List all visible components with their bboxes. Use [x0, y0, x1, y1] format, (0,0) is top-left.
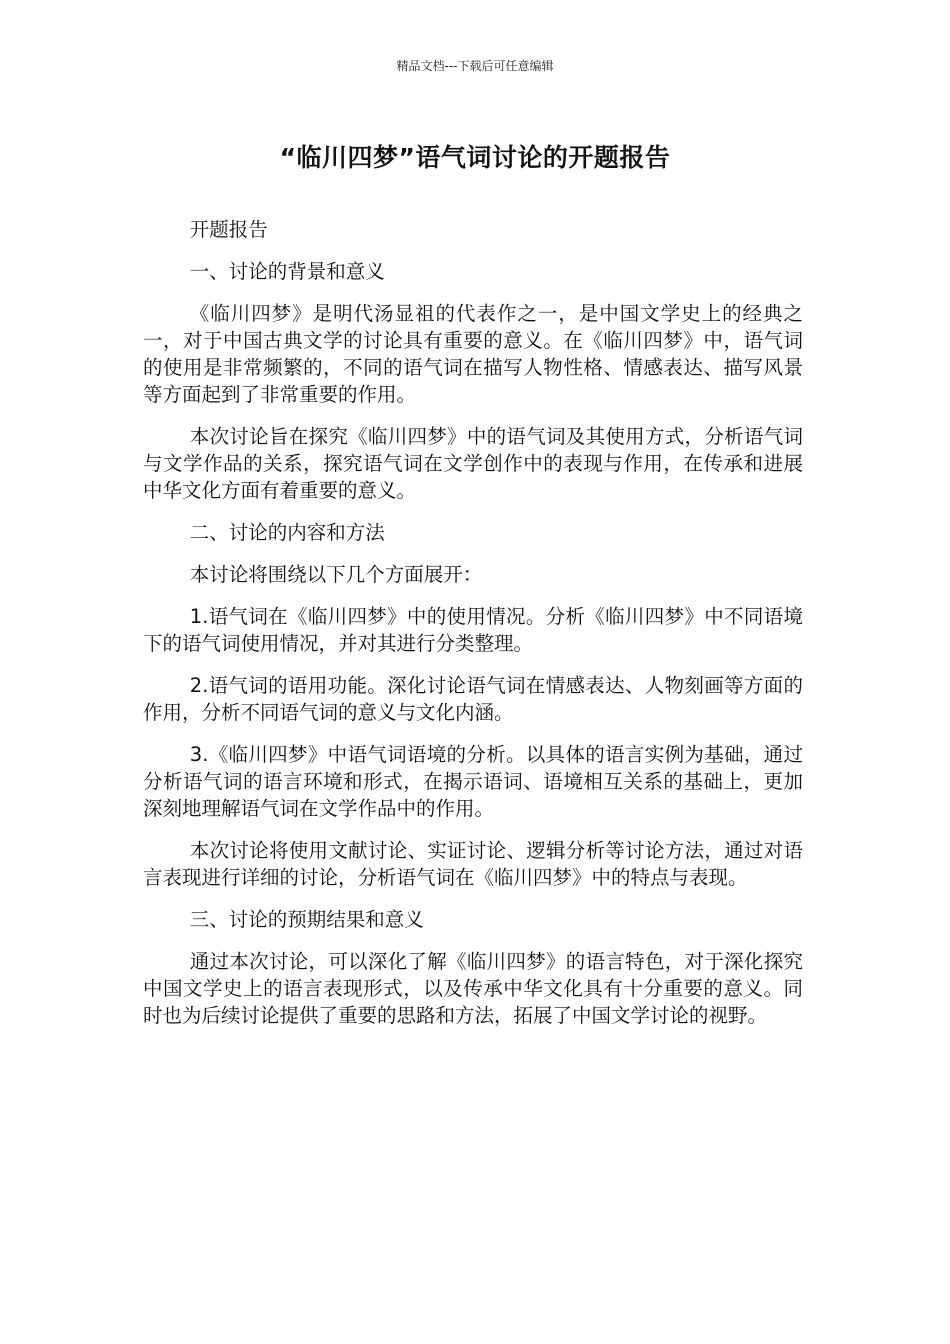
document-title: “临川四梦”语气词讨论的开题报告: [279, 143, 671, 172]
list-item: 1.语气词在《临川四梦》中的使用情况。分析《临川四梦》中不同语境下的语气词使用情况，并对其进行分类整理。: [143, 605, 803, 655]
list-item: 3.《临川四梦》中语气词语境的分析。以具体的语言实例为基础，通过分析语气词的语言环境和形式，在揭示语词、语境相互关系的基础上，更加深刻地理解语气词在文学作品中的作用。: [143, 743, 803, 820]
section-heading-content-method: 二、讨论的内容和方法: [189, 521, 385, 544]
section-heading-background: 一、讨论的背景和意义: [189, 260, 385, 283]
body-paragraph: 通过本次讨论，可以深化了解《临川四梦》的语言特色，对于深化探究中国文学史上的语言表现形式，以及传承中华文化具有十分重要的意义。同时也为后续讨论提供了重要的思路和方法，拓展了中国文学讨论的视野。: [143, 950, 803, 1027]
body-paragraph: 本讨论将围绕以下几个方面展开：: [189, 563, 483, 586]
section-heading-expected-results: 三、讨论的预期结果和意义: [189, 908, 424, 931]
section-label-report: 开题报告: [189, 218, 268, 241]
body-paragraph: 本次讨论将使用文献讨论、实证讨论、逻辑分析等讨论方法，通过对语言表现进行详细的讨论，分析语气词在《临川四梦》中的特点与表现。: [143, 839, 803, 889]
page-header-note: 精品文档---下载后可任意编辑: [396, 59, 554, 73]
list-item: 2.语气词的语用功能。深化讨论语气词在情感表达、人物刻画等方面的作用，分析不同语气词的意义与文化内涵。: [143, 674, 803, 724]
document-body: [143, 216, 803, 1029]
body-paragraph: 《临川四梦》是明代汤显祖的代表作之一，是中国文学史上的经典之一，对于中国古典文学的讨论具有重要的意义。在《临川四梦》中，语气词的使用是非常频繁的，不同的语气词在描写人物性格、情感表达、描写风景等方面起到了非常重要的作用。: [143, 302, 803, 406]
body-paragraph: 本次讨论旨在探究《临川四梦》中的语气词及其使用方式，分析语气词与文学作品的关系，探究语气词在文学创作中的表现与作用，在传承和进展中华文化方面有着重要的意义。: [143, 425, 803, 502]
